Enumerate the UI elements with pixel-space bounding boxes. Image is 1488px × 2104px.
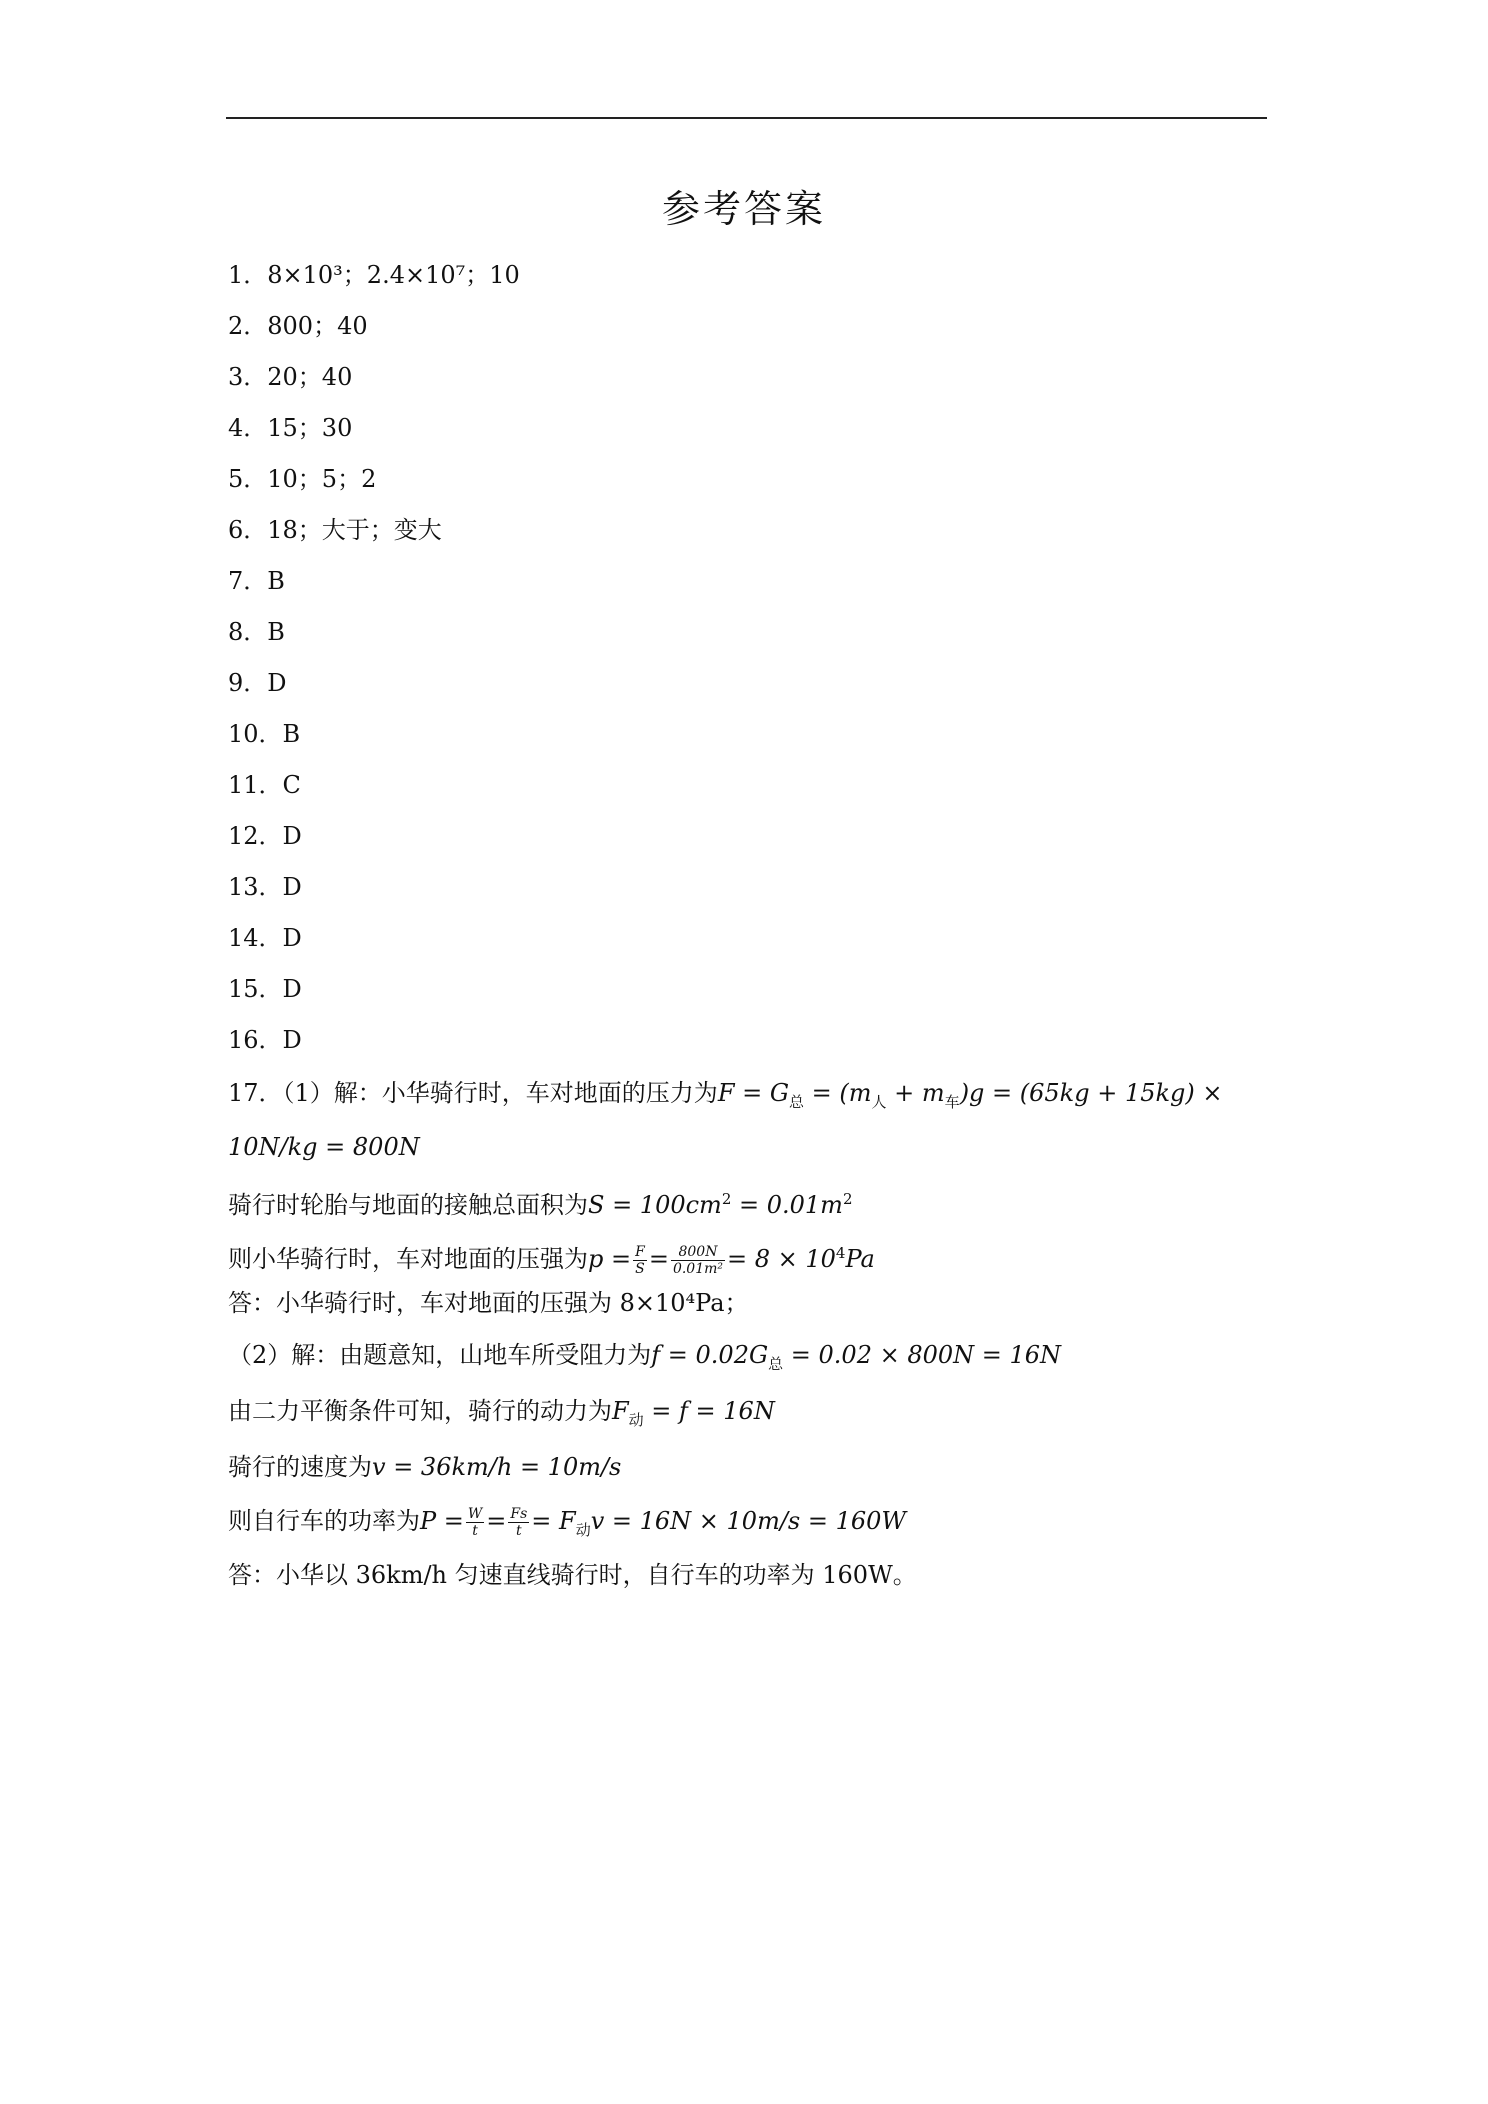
q17-l4-eq: =	[648, 1245, 669, 1273]
q17-l4-math-c: Pa	[845, 1245, 875, 1273]
answer-9: 9．D	[228, 669, 287, 697]
q17-l6-text: （2）解：由题意知，山地车所受阻力为	[228, 1341, 652, 1369]
q17-line-7	[228, 1394, 775, 1437]
q17-l4-frac-2-den: 0.01m²	[672, 1261, 723, 1277]
q17-l6-sub: 总	[768, 1355, 784, 1373]
q17-l4-frac-1-num: F	[635, 1244, 645, 1260]
q17-line-8	[228, 1450, 621, 1484]
q17-l4-math-b: = 8 × 10	[727, 1245, 836, 1273]
answer-5: 5．10；5；2	[228, 465, 377, 493]
q17-l1-sub-a: 总	[789, 1093, 805, 1111]
q17-l3-math-b: = 0.01m	[731, 1191, 843, 1219]
answer-13: 13．D	[228, 873, 302, 901]
q17-line-6	[228, 1338, 1061, 1381]
answer-7: 7．B	[228, 567, 285, 595]
q17-l4-frac-2	[671, 1244, 725, 1277]
q17-l9-frac-2-den: t	[516, 1523, 522, 1539]
answer-10: 10．B	[228, 720, 301, 748]
q17-l3-sup-a: 2	[721, 1190, 732, 1208]
answer-15: 15．D	[228, 975, 302, 1003]
q17-l9-math-a: P =	[420, 1507, 464, 1535]
q17-l6-math-b: = 0.02 × 800N = 16N	[783, 1341, 1062, 1369]
q17-l3-text: 骑行时轮胎与地面的接触总面积为	[228, 1191, 588, 1219]
answer-2: 2．800；40	[228, 312, 368, 340]
q17-l9-sub: 动	[575, 1521, 591, 1539]
q17-l9-text: 则自行车的功率为	[228, 1507, 420, 1535]
q17-line-1	[228, 1076, 1223, 1119]
q17-l6-math-a: f = 0.02G	[651, 1341, 769, 1369]
q17-l2-math: 10N/kg = 800N	[228, 1133, 420, 1161]
answer-4: 4．15；30	[228, 414, 353, 442]
page-title: 参考答案	[661, 187, 826, 231]
q17-l9-eq: =	[486, 1507, 507, 1535]
q17-line-10: 答：小华以 36km/h 匀速直线骑行时，自行车的功率为 160W。	[228, 1561, 917, 1589]
q17-l7-text: 由二力平衡条件可知，骑行的动力为	[228, 1397, 612, 1425]
q17-l9-frac-1-den: t	[472, 1523, 478, 1539]
q17-l9-frac-1	[466, 1506, 484, 1539]
q17-line-5: 答：小华骑行时，车对地面的压强为 8×10⁴Pa；	[228, 1289, 749, 1317]
q17-l4-frac-1	[633, 1244, 647, 1277]
q17-l1-math-d: )g = (65kg + 15kg) ×	[959, 1079, 1223, 1107]
q17-l8-math: v = 36km/h = 10m/s	[372, 1453, 622, 1481]
answer-14: 14．D	[228, 924, 302, 952]
q17-l1-text: 17．（1）解：小华骑行时，车对地面的压力为	[228, 1079, 718, 1107]
q17-l1-math-a: F = G	[717, 1079, 790, 1107]
answer-8: 8．B	[228, 618, 285, 646]
q17-l8-text: 骑行的速度为	[228, 1453, 372, 1481]
q17-l4-sup: 4	[835, 1244, 846, 1262]
answer-6: 6．18；大于；变大	[228, 516, 442, 544]
q17-l3-math-a: S = 100cm	[588, 1191, 722, 1219]
q17-l9-frac-2-num: Fs	[510, 1506, 528, 1522]
q17-l9-frac-2	[508, 1506, 529, 1539]
q17-l7-math-b: = f = 16N	[643, 1397, 775, 1425]
q17-l9-math-c: v = 16N × 10m/s = 160W	[590, 1507, 907, 1535]
q17-line-9	[228, 1504, 906, 1547]
answer-16: 16．D	[228, 1026, 302, 1054]
q17-l3-sup-b: 2	[842, 1190, 853, 1208]
q17-line-2	[228, 1130, 420, 1164]
q17-l9-frac-1-num: W	[467, 1506, 483, 1522]
q17-l1-sub-c: 车	[944, 1093, 960, 1111]
q17-l7-math-a: F	[612, 1397, 629, 1425]
q17-line-4	[228, 1236, 875, 1277]
answer-1: 1．8×10³；2.4×10⁷；10	[228, 261, 520, 289]
q17-l1-sub-b: 人	[871, 1093, 887, 1111]
q17-l4-frac-1-den: S	[635, 1261, 645, 1277]
header-rule	[226, 117, 1267, 119]
q17-l4-math-a: p =	[588, 1245, 632, 1273]
q17-l4-text: 则小华骑行时，车对地面的压强为	[228, 1245, 588, 1273]
q17-l7-sub: 动	[628, 1411, 644, 1429]
q17-l4-frac-2-num: 800N	[671, 1244, 725, 1261]
answer-11: 11．C	[228, 771, 301, 799]
q17-l1-math-c: + m	[886, 1079, 945, 1107]
answer-3: 3．20；40	[228, 363, 353, 391]
q17-l1-math-b: = (m	[804, 1079, 872, 1107]
q17-line-3	[228, 1182, 852, 1222]
answer-12: 12．D	[228, 822, 302, 850]
q17-l9-math-b: = F	[531, 1507, 576, 1535]
